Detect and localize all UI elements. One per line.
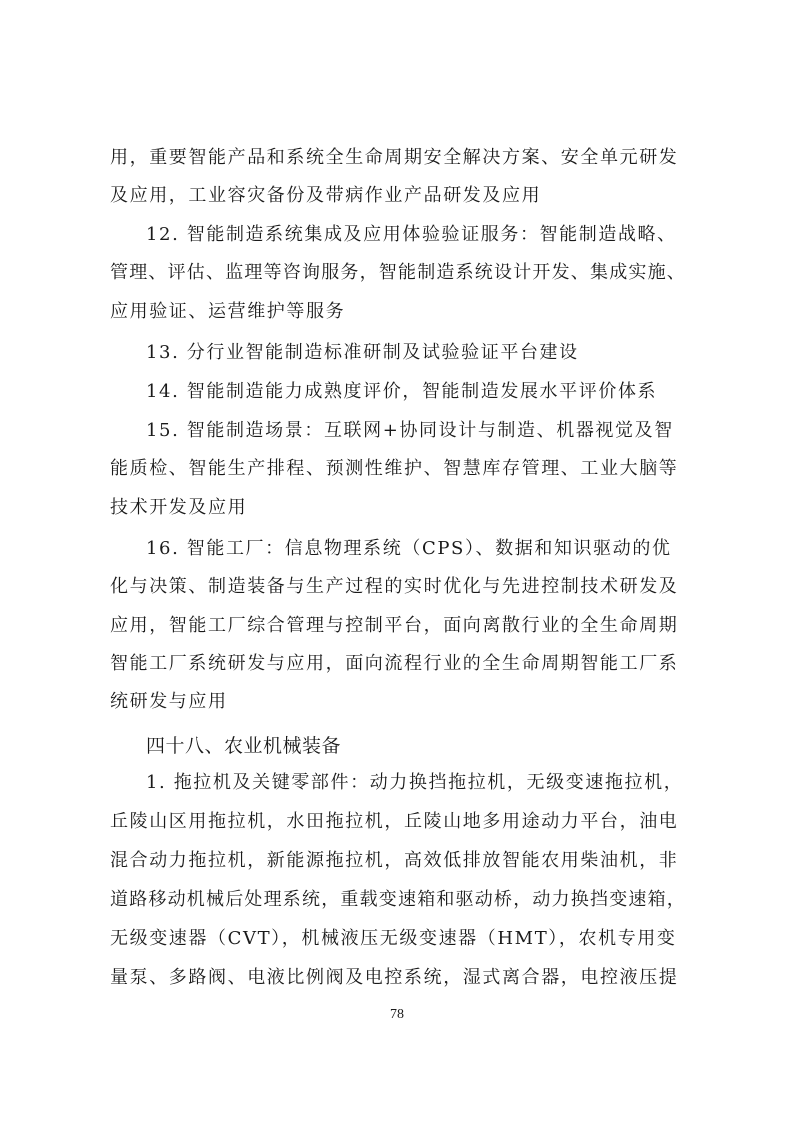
- section-heading: 四十八、农业机械装备: [146, 735, 342, 757]
- list-item-13: 13. 分行业智能制造标准研制及试验验证平台建设: [146, 342, 579, 363]
- text-line: 技术开发及应用: [110, 497, 248, 518]
- text-line: 无级变速器（CVT），机械液压无级变速器（HMT），农机专用变: [110, 928, 677, 949]
- text-line: 应用，智能工厂综合管理与控制平台，面向离散行业的全生命周期: [110, 615, 679, 636]
- text-line: 混合动力拖拉机，新能源拖拉机，高效低排放智能农用柴油机，非: [110, 850, 679, 871]
- list-item-12: 12. 智能制造系统集成及应用体验验证服务：智能制造战略、: [146, 224, 677, 245]
- text-line: 应用验证、运营维护等服务: [110, 301, 346, 322]
- page-number: 78: [390, 1007, 404, 1022]
- text-line: 智能工厂系统研发与应用，面向流程行业的全生命周期智能工厂系: [110, 653, 679, 674]
- text-line: 能质检、智能生产排程、预测性维护、智慧库存管理、工业大脑等: [110, 458, 679, 479]
- text-line: 管理、评估、监理等咨询服务，智能制造系统设计开发、集成实施、: [110, 262, 686, 283]
- list-item-1: 1. 拖拉机及关键零部件：动力换挡拖拉机，无级变速拖拉机，: [146, 772, 684, 793]
- list-item-14: 14. 智能制造能力成熟度评价，智能制造发展水平评价体系: [146, 381, 658, 402]
- text-line: 统研发与应用: [110, 691, 228, 712]
- list-item-15: 15. 智能制造场景：互联网+协同设计与制造、机器视觉及智: [146, 420, 674, 441]
- text-line: 及应用，工业容灾备份及带病作业产品研发及应用: [110, 185, 542, 206]
- text-line: 道路移动机械后处理系统，重载变速箱和驱动桥，动力换挡变速箱，: [110, 889, 686, 910]
- text-line: 用，重要智能产品和系统全生命周期安全解决方案、安全单元研发: [110, 147, 679, 168]
- text-line: 量泵、多路阀、电液比例阀及电控系统，湿式离合器，电控液压提: [110, 967, 679, 988]
- list-item-16: 16. 智能工厂：信息物理系统（CPS）、数据和知识驱动的优: [146, 538, 672, 559]
- text-line: 化与决策、制造装备与生产过程的实时优化与先进控制技术研发及: [110, 576, 679, 597]
- text-line: 丘陵山区用拖拉机，水田拖拉机，丘陵山地多用途动力平台，油电: [110, 811, 679, 832]
